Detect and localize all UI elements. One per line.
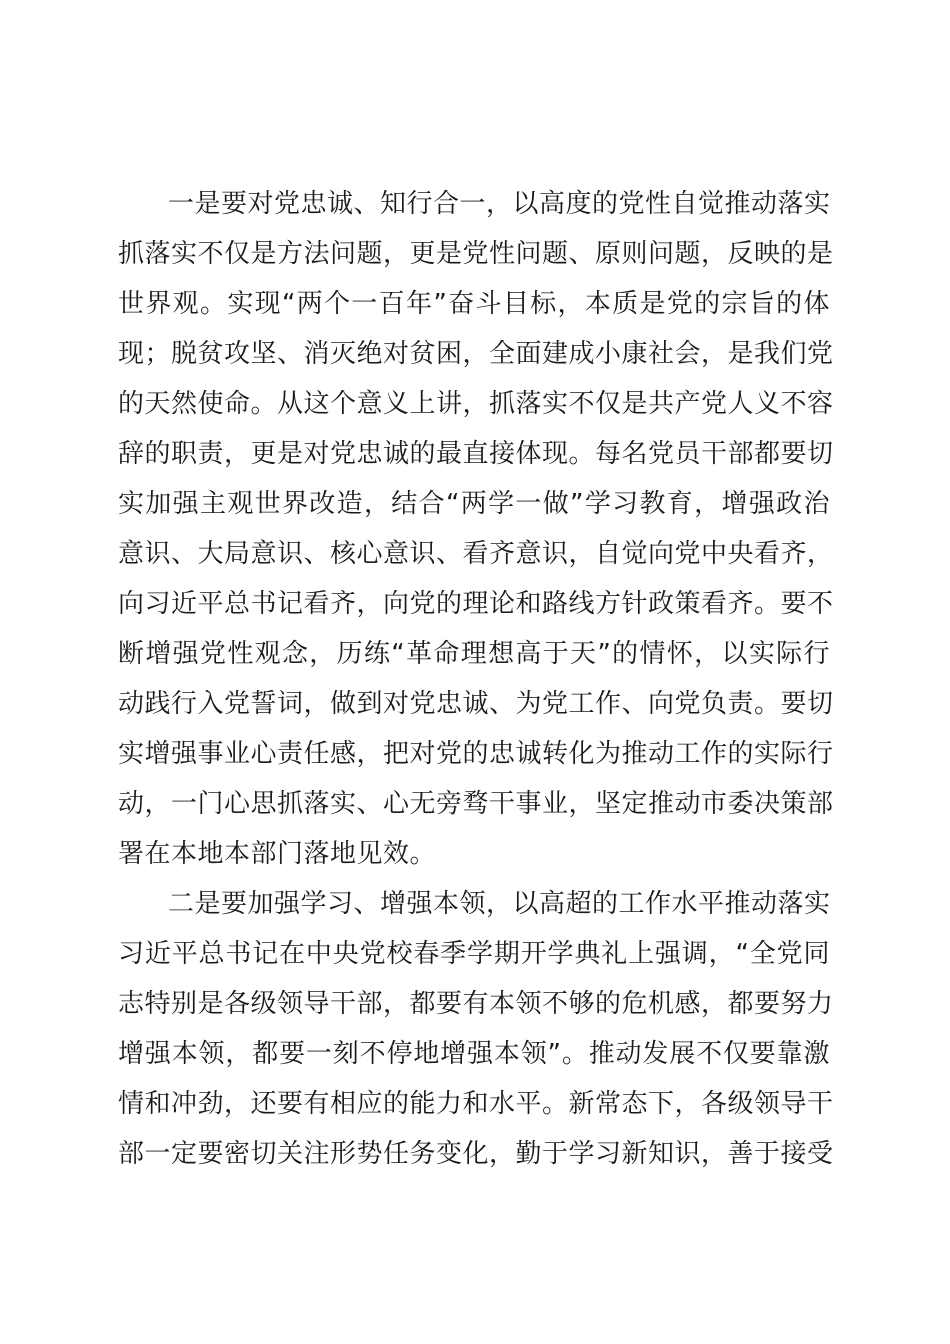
paragraph-1-line-7: 实加强主观世界改造，结合“两学一做”学习教育，增强政治 [118, 489, 830, 519]
paragraph-2-line-2: 习近平总书记在中央党校春季学期开学典礼上强调，“全党同 [118, 939, 830, 969]
paragraph-1-line-8: 意识、大局意识、核心意识、看齐意识，自觉向党中央看齐， [118, 539, 834, 569]
paragraph-2-line-5: 情和冲劲，还要有相应的能力和水平。新常态下，各级领导干 [118, 1089, 834, 1119]
paragraph-2-line-4: 增强本领，都要一刻不停地增强本领”。推动发展不仅要靠激 [118, 1039, 830, 1069]
paragraph-1-line-6: 辞的职责，更是对党忠诚的最直接体现。每名党员干部都要切 [118, 439, 834, 469]
paragraph-1-line-13: 动，一门心思抓落实、心无旁骛干事业，坚定推动市委决策部 [118, 789, 834, 819]
paragraph-1-line-10: 断增强党性观念，历练“革命理想高于天”的情怀，以实际行 [118, 639, 830, 669]
paragraph-2-line-1: 二是要加强学习、增强本领，以高超的工作水平推动落实 [168, 889, 831, 919]
paragraph-1-line-14: 署在本地本部门落地见效。 [118, 839, 437, 869]
paragraph-1-line-5: 的天然使命。从这个意义上讲，抓落实不仅是共产党人义不容 [118, 389, 834, 419]
paragraph-1-line-2: 抓落实不仅是方法问题，更是党性问题、原则问题，反映的是 [118, 239, 834, 269]
paragraph-2-line-3: 志特别是各级领导干部，都要有本领不够的危机感，都要努力 [118, 989, 834, 1019]
paragraph-1-line-11: 动践行入党誓词，做到对党忠诚、为党工作、向党负责。要切 [118, 689, 834, 719]
paragraph-1-line-4: 现；脱贫攻坚、消灭绝对贫困，全面建成小康社会，是我们党 [118, 339, 834, 369]
paragraph-1-line-3: 世界观。实现“两个一百年”奋斗目标，本质是党的宗旨的体 [118, 289, 830, 319]
paragraph-2-line-6: 部一定要密切关注形势任务变化，勤于学习新知识，善于接受 [118, 1139, 834, 1169]
paragraph-1-line-1: 一是要对党忠诚、知行合一，以高度的党性自觉推动落实 [168, 189, 831, 219]
paragraph-1-line-12: 实增强事业心责任感，把对党的忠诚转化为推动工作的实际行 [118, 739, 834, 769]
paragraph-1-line-9: 向习近平总书记看齐，向党的理论和路线方针政策看齐。要不 [118, 589, 834, 619]
